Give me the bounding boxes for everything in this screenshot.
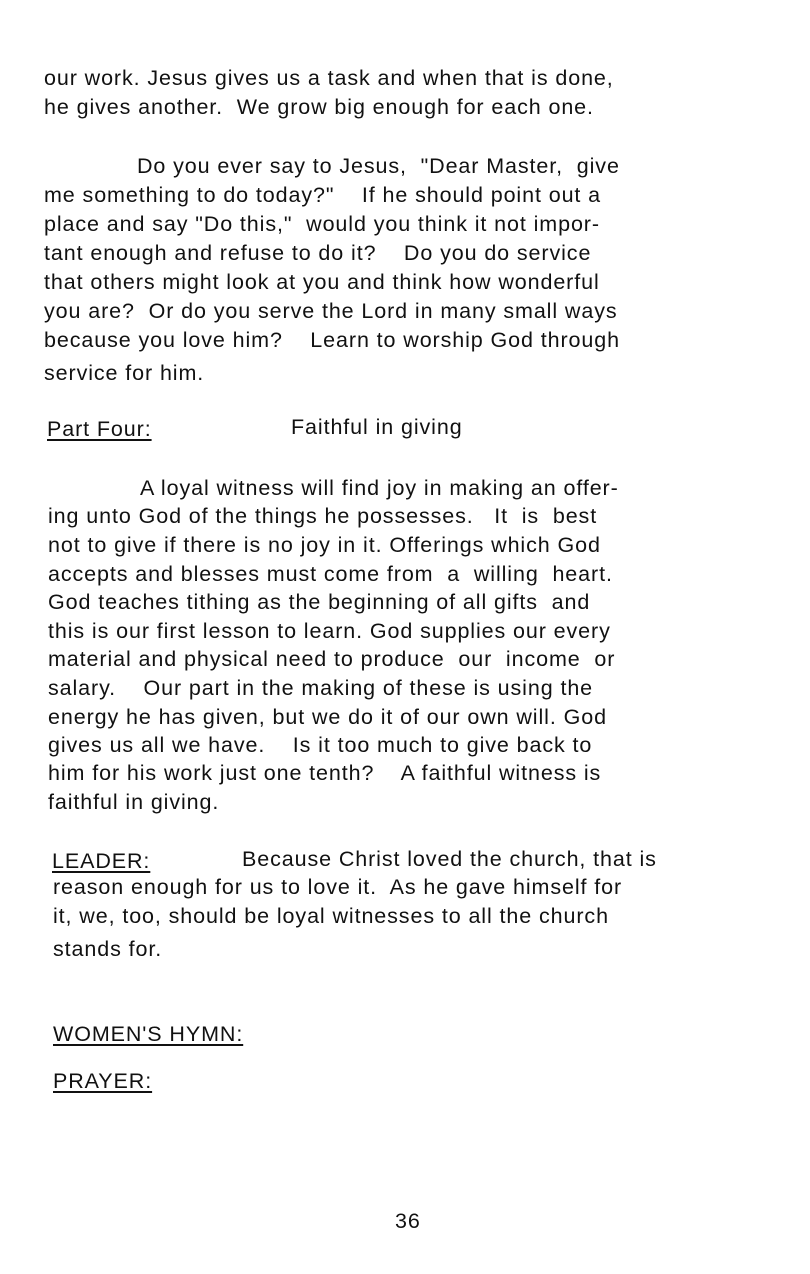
text-line: our work. Jesus gives us a task and when that is done, <box>44 66 614 90</box>
text-line: accepts and blesses must come from a willing heart. <box>48 562 613 586</box>
text-line: tant enough and refuse to do it? Do you do service <box>44 241 592 265</box>
text-line: that others might look at you and think how wonderful <box>44 270 600 294</box>
text-line: reason enough for us to love it. As he gave himself for <box>53 875 623 899</box>
womens-hymn-heading: WOMEN'S HYMN: <box>53 1022 244 1046</box>
leader-label: LEADER: <box>52 849 151 873</box>
prayer-heading: PRAYER: <box>53 1069 153 1093</box>
text-line: me something to do today?" If he should point out a <box>44 183 602 207</box>
text-line: it, we, too, should be loyal witnesses to all the church <box>53 904 609 928</box>
text-line: salary. Our part in the making of these is using the <box>48 676 594 700</box>
text-line: because you love him? Learn to worship God through <box>44 328 620 352</box>
text-line: stands for. <box>53 937 163 961</box>
text-line: he gives another. We grow big enough for each one. <box>44 95 594 119</box>
text-line: not to give if there is no joy in it. Offerings which God <box>48 533 601 557</box>
text-line: you are? Or do you serve the Lord in many small ways <box>44 299 618 323</box>
text-line: Do you ever say to Jesus, "Dear Master, give <box>137 154 620 178</box>
page-number: 36 <box>395 1209 421 1233</box>
text-line: God teaches tithing as the beginning of all gifts and <box>48 590 591 614</box>
text-line: him for his work just one tenth? A faithful witness is <box>48 761 602 785</box>
section-title: Faithful in giving <box>291 415 463 439</box>
text-line: ing unto God of the things he possesses. It is best <box>48 504 598 528</box>
text-line: Because Christ loved the church, that is <box>242 847 657 871</box>
text-line: this is our first lesson to learn. God supplies our every <box>48 619 611 643</box>
section-label: Part Four: <box>47 417 152 441</box>
text-line: gives us all we have. Is it too much to give back to <box>48 733 593 757</box>
text-line: energy he has given, but we do it of our own will. God <box>48 705 607 729</box>
text-line: A loyal witness will find joy in making an offer- <box>140 476 619 500</box>
text-line: place and say "Do this," would you think it not impor- <box>44 212 600 236</box>
text-line: material and physical need to produce our income or <box>48 647 616 671</box>
text-line: service for him. <box>44 361 205 385</box>
text-line: faithful in giving. <box>48 790 220 814</box>
